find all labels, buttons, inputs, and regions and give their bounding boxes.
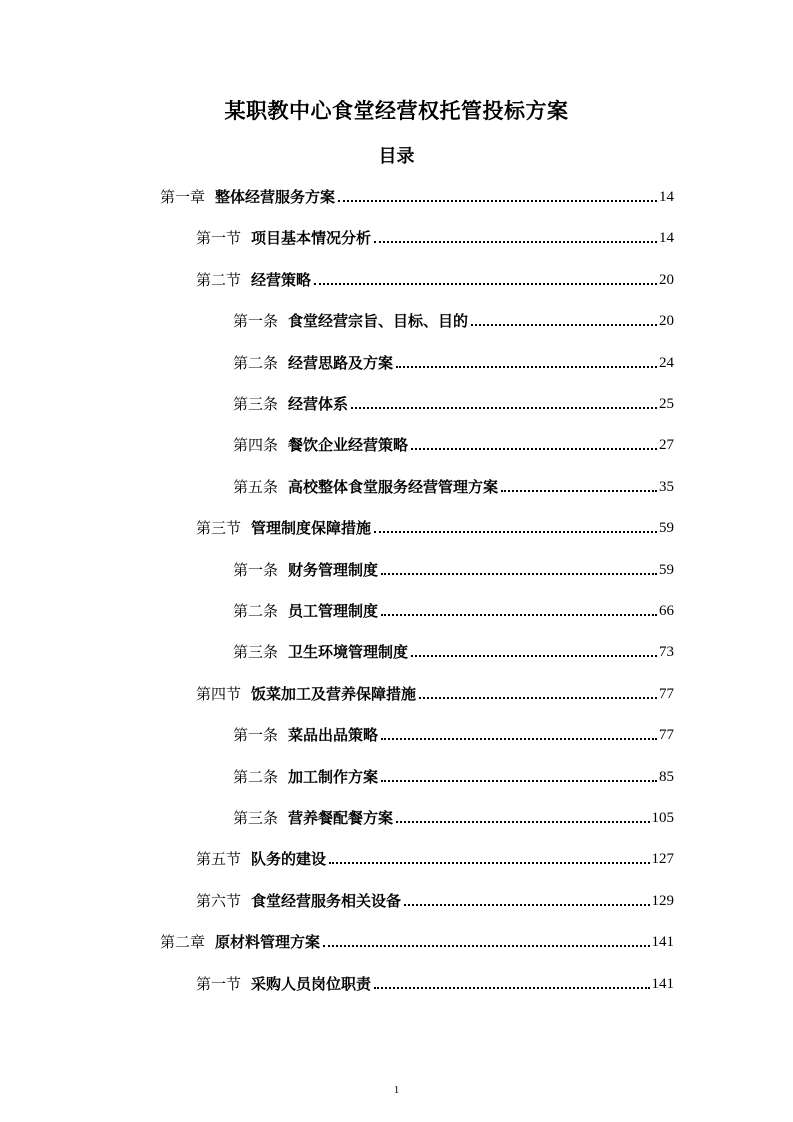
toc-dot-leader bbox=[374, 240, 657, 243]
toc-dot-leader bbox=[351, 406, 657, 409]
toc-entry-number: 第五节 bbox=[196, 850, 242, 868]
toc-entry-page: 141 bbox=[651, 934, 674, 950]
toc-entry-page: 35 bbox=[659, 479, 674, 495]
toc-entry-number: 第一节 bbox=[196, 229, 242, 247]
toc-entry-page: 20 bbox=[659, 313, 674, 329]
toc-entry-title: 食堂经营服务相关设备 bbox=[251, 892, 402, 910]
toc-dot-leader bbox=[374, 986, 649, 989]
toc-entry[interactable] bbox=[196, 266, 674, 290]
toc-entry[interactable] bbox=[160, 183, 674, 207]
toc-entry-number: 第三条 bbox=[233, 809, 279, 827]
toc-entry-page: 129 bbox=[651, 893, 674, 909]
toc-entry-page: 59 bbox=[659, 562, 674, 578]
toc-entry-number: 第三节 bbox=[196, 519, 242, 537]
toc-entry[interactable] bbox=[233, 597, 674, 621]
toc-entry-number: 第一章 bbox=[160, 188, 206, 206]
toc-entry-title: 加工制作方案 bbox=[288, 768, 379, 786]
toc-entry-title: 财务管理制度 bbox=[288, 561, 379, 579]
toc-entry[interactable] bbox=[196, 224, 674, 248]
toc-entry[interactable] bbox=[196, 845, 674, 869]
toc-dot-leader bbox=[411, 447, 657, 450]
toc-dot-leader bbox=[374, 530, 657, 533]
toc-entry-title: 卫生环境管理制度 bbox=[288, 643, 409, 661]
toc-entry-title: 项目基本情况分析 bbox=[251, 229, 372, 247]
toc-entry-title: 管理制度保障措施 bbox=[251, 519, 372, 537]
toc-entry-page: 66 bbox=[659, 603, 674, 619]
toc-entry-number: 第五条 bbox=[233, 478, 279, 496]
toc-entry-number: 第三条 bbox=[233, 395, 279, 413]
toc-dot-leader bbox=[381, 572, 657, 575]
toc-entry-title: 经营体系 bbox=[288, 395, 349, 413]
toc-entry[interactable] bbox=[233, 390, 674, 414]
toc-entry-title: 菜品出品策略 bbox=[288, 726, 379, 744]
toc-entry-title: 队务的建设 bbox=[251, 850, 327, 868]
toc-dot-leader bbox=[396, 820, 649, 823]
toc-entry-number: 第一节 bbox=[196, 975, 242, 993]
toc-entry-page: 24 bbox=[659, 355, 674, 371]
toc-entry-page: 20 bbox=[659, 272, 674, 288]
toc-entry-number: 第二条 bbox=[233, 768, 279, 786]
toc-dot-leader bbox=[323, 944, 649, 947]
toc-entry[interactable] bbox=[233, 307, 674, 331]
toc-entry[interactable] bbox=[233, 763, 674, 787]
toc-entry[interactable] bbox=[196, 887, 674, 911]
toc-entry-number: 第一条 bbox=[233, 561, 279, 579]
toc-dot-leader bbox=[329, 861, 649, 864]
toc-dot-leader bbox=[471, 323, 657, 326]
toc-entry-page: 14 bbox=[659, 189, 674, 205]
toc-entry[interactable] bbox=[233, 721, 674, 745]
toc-entry-page: 73 bbox=[659, 644, 674, 660]
toc-entry-page: 27 bbox=[659, 437, 674, 453]
toc-dot-leader bbox=[314, 282, 657, 285]
toc-entry-number: 第一条 bbox=[233, 312, 279, 330]
toc-entry-page: 59 bbox=[659, 520, 674, 536]
toc-entry-number: 第一条 bbox=[233, 726, 279, 744]
toc-entry-title: 营养餐配餐方案 bbox=[288, 809, 394, 827]
toc-entry-number: 第六节 bbox=[196, 892, 242, 910]
toc-entry[interactable] bbox=[233, 473, 674, 497]
toc-entry-number: 第四条 bbox=[233, 436, 279, 454]
toc-dot-leader bbox=[411, 654, 657, 657]
toc-entry-number: 第二条 bbox=[233, 354, 279, 372]
toc-entry-title: 饭菜加工及营养保障措施 bbox=[251, 685, 417, 703]
toc-entry[interactable] bbox=[196, 680, 674, 704]
document-title: 某职教中心食堂经营权托管投标方案 bbox=[224, 99, 569, 123]
toc-entry-number: 第二条 bbox=[233, 602, 279, 620]
toc-dot-leader bbox=[501, 489, 657, 492]
toc-entry-page: 85 bbox=[659, 769, 674, 785]
toc-entry[interactable] bbox=[196, 514, 674, 538]
toc-dot-leader bbox=[381, 613, 657, 616]
toc-entry-page: 105 bbox=[651, 810, 674, 826]
toc-entry-title: 原材料管理方案 bbox=[215, 933, 321, 951]
toc-entry-title: 高校整体食堂服务经营管理方案 bbox=[288, 478, 499, 496]
toc-entry-page: 77 bbox=[659, 686, 674, 702]
toc-entry-title: 食堂经营宗旨、目标、目的 bbox=[288, 312, 469, 330]
toc-entry[interactable] bbox=[233, 638, 674, 662]
toc-heading: 目录 bbox=[378, 146, 415, 167]
toc-dot-leader bbox=[404, 903, 649, 906]
toc-dot-leader bbox=[381, 779, 657, 782]
toc-entry-title: 餐饮企业经营策略 bbox=[288, 436, 409, 454]
toc-entry[interactable] bbox=[196, 970, 674, 994]
toc-entry-number: 第二章 bbox=[160, 933, 206, 951]
toc-entry[interactable] bbox=[233, 804, 674, 828]
toc-entry-title: 经营策略 bbox=[251, 271, 312, 289]
toc-dot-leader bbox=[381, 737, 657, 740]
toc-entry-page: 141 bbox=[651, 976, 674, 992]
toc-dot-leader bbox=[396, 365, 657, 368]
toc-entry[interactable] bbox=[233, 349, 674, 373]
toc-dot-leader bbox=[419, 696, 657, 699]
toc-entry-page: 25 bbox=[659, 396, 674, 412]
toc-entry-title: 整体经营服务方案 bbox=[215, 188, 336, 206]
toc-entry-title: 经营思路及方案 bbox=[288, 354, 394, 372]
toc-entry[interactable] bbox=[233, 556, 674, 580]
toc-entry-number: 第二节 bbox=[196, 271, 242, 289]
toc-entry-number: 第四节 bbox=[196, 685, 242, 703]
toc-dot-leader bbox=[338, 199, 657, 202]
toc-entry-page: 77 bbox=[659, 727, 674, 743]
toc-entry-page: 127 bbox=[651, 851, 674, 867]
toc-entry-title: 员工管理制度 bbox=[288, 602, 379, 620]
toc-entry-number: 第三条 bbox=[233, 643, 279, 661]
toc-entry[interactable] bbox=[160, 928, 674, 952]
page-number: 1 bbox=[393, 1084, 400, 1096]
toc-entry[interactable] bbox=[233, 431, 674, 455]
toc-entry-page: 14 bbox=[659, 230, 674, 246]
toc-entry-title: 采购人员岗位职责 bbox=[251, 975, 372, 993]
